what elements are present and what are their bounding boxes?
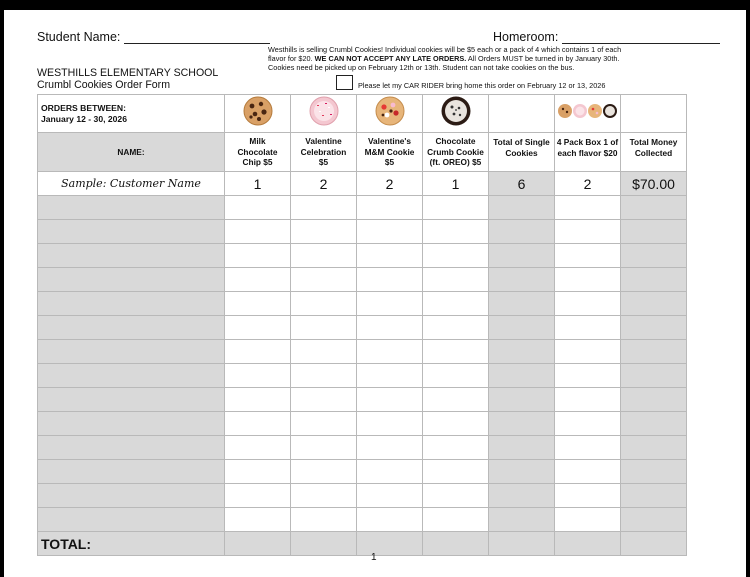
order-cell[interactable] (357, 412, 423, 436)
order-row (38, 292, 687, 316)
notice-line-3: Cookies need be picked up on February 12th or 13th. Student can not take cookies on the bus. (268, 63, 575, 72)
order-cell[interactable] (621, 244, 687, 268)
order-cell[interactable] (555, 508, 621, 532)
customer-name-cell[interactable] (38, 460, 225, 484)
order-table (37, 94, 687, 556)
order-cell[interactable] (291, 484, 357, 508)
col-header-line: Valentine's (367, 136, 411, 147)
order-cell[interactable] (357, 292, 423, 316)
col-header-line: Crumb Cookie (427, 146, 484, 157)
empty-image-cell-5 (489, 95, 555, 133)
order-cell[interactable] (489, 244, 555, 268)
notice-line-2c: All Orders MUST be turned in by January 30th. (466, 54, 620, 63)
col-header-line: (ft. OREO) $5 (429, 157, 482, 168)
order-cell[interactable] (489, 292, 555, 316)
order-cell[interactable] (423, 388, 489, 412)
order-cell[interactable] (357, 220, 423, 244)
valentine-mm-cookie-icon (374, 95, 406, 127)
order-cell[interactable] (423, 196, 489, 220)
order-cell[interactable] (489, 340, 555, 364)
col-header-line: Celebration (300, 146, 347, 157)
sample-value: 2 (291, 172, 357, 196)
col-header-four-pack (555, 133, 621, 172)
order-cell[interactable] (489, 220, 555, 244)
col-header-line: Chocolate (435, 136, 476, 147)
customer-name-cell[interactable] (38, 412, 225, 436)
col-header-line: M&M Cookie (364, 146, 415, 157)
chocolate-crumb-oreo-cookie-icon (440, 95, 472, 127)
order-cell[interactable] (291, 364, 357, 388)
homeroom-row (493, 30, 720, 44)
order-cell[interactable] (621, 460, 687, 484)
order-cell[interactable] (489, 388, 555, 412)
order-row (38, 340, 687, 364)
order-cell[interactable] (357, 316, 423, 340)
col-header-milk-chocolate-chip (225, 133, 291, 172)
order-cell[interactable] (225, 220, 291, 244)
form-title: Crumbl Cookies Order Form (37, 79, 171, 91)
order-cell[interactable] (357, 460, 423, 484)
order-cell[interactable] (225, 316, 291, 340)
sample-row (38, 172, 687, 196)
order-cell[interactable] (555, 316, 621, 340)
order-row (38, 316, 687, 340)
order-cell[interactable] (489, 508, 555, 532)
customer-name-cell[interactable] (38, 340, 225, 364)
col-header-line: Cookies (505, 147, 538, 158)
customer-name-cell[interactable] (38, 364, 225, 388)
order-cell[interactable] (225, 412, 291, 436)
order-cell[interactable] (291, 508, 357, 532)
order-cell[interactable] (489, 460, 555, 484)
order-cell[interactable] (291, 268, 357, 292)
customer-name-cell[interactable] (38, 196, 225, 220)
order-cell[interactable] (291, 244, 357, 268)
order-cell[interactable] (423, 436, 489, 460)
order-row (38, 244, 687, 268)
total-row (38, 532, 687, 556)
order-cell[interactable] (357, 244, 423, 268)
col-header-line: 4 Pack Box 1 of (556, 137, 619, 147)
col-header-total-money (621, 133, 687, 172)
order-cell[interactable] (489, 268, 555, 292)
student-name-label: Student Name: (37, 30, 121, 44)
order-cell[interactable] (489, 196, 555, 220)
order-cell[interactable] (621, 268, 687, 292)
order-cell[interactable] (291, 460, 357, 484)
order-cell[interactable] (621, 196, 687, 220)
total-cell[interactable] (357, 532, 423, 556)
order-cell[interactable] (555, 484, 621, 508)
order-cell[interactable] (423, 244, 489, 268)
order-cell[interactable] (555, 244, 621, 268)
order-cell[interactable] (225, 484, 291, 508)
order-cell[interactable] (621, 508, 687, 532)
order-cell[interactable] (555, 412, 621, 436)
order-row (38, 388, 687, 412)
col-header-line: Total of Single (493, 137, 550, 147)
order-cell[interactable] (621, 436, 687, 460)
school-info (37, 67, 218, 91)
order-cell[interactable] (225, 460, 291, 484)
sale-notice (268, 45, 640, 72)
total-label: TOTAL: (38, 532, 225, 556)
homeroom-label: Homeroom: (493, 30, 559, 44)
order-cell[interactable] (225, 268, 291, 292)
order-cell[interactable] (357, 364, 423, 388)
order-cell[interactable] (555, 460, 621, 484)
order-cell[interactable] (555, 196, 621, 220)
col-header-valentine-celebration (291, 133, 357, 172)
order-row (38, 412, 687, 436)
order-cell[interactable] (489, 412, 555, 436)
notice-line-2a: flavor for $20. (268, 54, 315, 63)
total-cell[interactable] (621, 532, 687, 556)
order-cell[interactable] (225, 292, 291, 316)
total-cell[interactable] (225, 532, 291, 556)
sample-value: 2 (555, 172, 621, 196)
order-cell[interactable] (423, 412, 489, 436)
student-name-field[interactable] (124, 43, 270, 44)
order-cell[interactable] (489, 484, 555, 508)
name-header: NAME: (38, 133, 225, 172)
order-row (38, 220, 687, 244)
order-cell[interactable] (225, 196, 291, 220)
order-cell[interactable] (291, 340, 357, 364)
order-row (38, 508, 687, 532)
order-cell[interactable] (225, 388, 291, 412)
col-header-chocolate-crumb (423, 133, 489, 172)
order-row (38, 196, 687, 220)
col-header-line: each flavor $20 (557, 147, 618, 158)
order-cell[interactable] (621, 220, 687, 244)
order-cell[interactable] (423, 340, 489, 364)
late-orders-warning: WE CAN NOT ACCEPT ANY LATE ORDERS. (314, 54, 467, 63)
order-cell[interactable] (357, 484, 423, 508)
cookie-image-cell-3 (357, 95, 423, 133)
total-cell[interactable] (291, 532, 357, 556)
order-cell[interactable] (291, 436, 357, 460)
order-row (38, 460, 687, 484)
order-cell[interactable] (291, 292, 357, 316)
order-cell[interactable] (423, 220, 489, 244)
order-cell[interactable] (621, 316, 687, 340)
cookie-image-cell-2 (291, 95, 357, 133)
order-cell[interactable] (621, 340, 687, 364)
order-cell[interactable] (357, 196, 423, 220)
order-cell[interactable] (423, 484, 489, 508)
order-row (38, 484, 687, 508)
empty-image-cell-7 (621, 95, 687, 133)
valentine-celebration-cookie-icon (308, 95, 340, 127)
customer-name-cell[interactable] (38, 244, 225, 268)
orders-between-label: ORDERS BETWEEN: (41, 102, 126, 113)
col-header-valentine-mm (357, 133, 423, 172)
order-cell[interactable] (225, 340, 291, 364)
notice-line-2 (268, 54, 640, 63)
order-cell[interactable] (555, 220, 621, 244)
order-cell[interactable] (225, 244, 291, 268)
order-cell[interactable] (225, 436, 291, 460)
order-cell[interactable] (225, 364, 291, 388)
customer-name-cell[interactable] (38, 292, 225, 316)
order-cell[interactable] (357, 436, 423, 460)
notice-line-1: Westhills is selling Crumbl Cookies! Individual cookies will be $5 each or a pack of 4 which contains 1 of each (268, 45, 622, 54)
order-cell[interactable] (291, 316, 357, 340)
order-cell[interactable] (555, 268, 621, 292)
order-cell[interactable] (621, 484, 687, 508)
order-cell[interactable] (489, 436, 555, 460)
order-cell[interactable] (423, 316, 489, 340)
sample-customer-name: Sample: Customer Name (38, 172, 225, 196)
cookie-image-cell-1 (225, 95, 291, 133)
customer-name-cell[interactable] (38, 388, 225, 412)
school-name: WESTHILLS ELEMENTARY SCHOOL (37, 67, 219, 79)
four-pack-cookies-icon (557, 103, 619, 119)
order-cell[interactable] (225, 508, 291, 532)
order-cell[interactable] (489, 316, 555, 340)
page-number: 1 (371, 552, 377, 563)
total-cell[interactable] (423, 532, 489, 556)
col-header-line: Total Money (629, 137, 678, 147)
customer-name-cell[interactable] (38, 508, 225, 532)
sample-value: 2 (357, 172, 423, 196)
sample-value: $70.00 (621, 172, 687, 196)
order-row (38, 268, 687, 292)
sample-value: 6 (489, 172, 555, 196)
col-header-line: $5 (384, 157, 395, 168)
order-cell[interactable] (357, 340, 423, 364)
car-rider-checkbox[interactable] (336, 75, 353, 90)
order-cell[interactable] (489, 364, 555, 388)
sample-value: 1 (423, 172, 489, 196)
col-header-line: Milk (249, 136, 266, 147)
order-cell[interactable] (357, 268, 423, 292)
order-cell[interactable] (621, 364, 687, 388)
order-cell[interactable] (291, 196, 357, 220)
col-header-total-single (489, 133, 555, 172)
order-cell[interactable] (555, 436, 621, 460)
cookie-image-cell-pack (555, 95, 621, 133)
customer-name-cell[interactable] (38, 268, 225, 292)
orders-between-dates: January 12 - 30, 2026 (41, 113, 127, 124)
col-header-line: Valentine (305, 136, 342, 147)
order-row (38, 364, 687, 388)
order-form-page (4, 10, 746, 577)
customer-name-cell[interactable] (38, 484, 225, 508)
order-cell[interactable] (555, 292, 621, 316)
order-cell[interactable] (621, 412, 687, 436)
customer-name-cell[interactable] (38, 436, 225, 460)
customer-name-cell[interactable] (38, 220, 225, 244)
col-header-line: $5 (318, 157, 329, 168)
car-rider-text: Please let my CAR RIDER bring home this order on February 12 or 13, 2026 (358, 81, 606, 90)
column-header-row (38, 133, 687, 172)
order-cell[interactable] (291, 220, 357, 244)
col-header-line: Chip $5 (242, 157, 273, 168)
order-cell[interactable] (423, 268, 489, 292)
order-cell[interactable] (423, 460, 489, 484)
order-cell[interactable] (555, 388, 621, 412)
homeroom-field[interactable] (562, 43, 720, 44)
student-name-row (37, 30, 270, 44)
order-cell[interactable] (357, 388, 423, 412)
order-cell[interactable] (423, 508, 489, 532)
col-header-line: Collected (634, 147, 673, 158)
cookie-image-cell-4 (423, 95, 489, 133)
total-cell[interactable] (489, 532, 555, 556)
sample-value: 1 (225, 172, 291, 196)
orders-between (38, 95, 225, 133)
order-cell[interactable] (555, 364, 621, 388)
milk-chocolate-chip-cookie-icon (242, 95, 274, 127)
col-header-line: Chocolate (237, 146, 278, 157)
cookie-image-row (38, 95, 687, 133)
order-cell[interactable] (291, 412, 357, 436)
order-cell[interactable] (423, 292, 489, 316)
order-cell[interactable] (621, 388, 687, 412)
total-cell[interactable] (555, 532, 621, 556)
order-cell[interactable] (555, 340, 621, 364)
order-cell[interactable] (621, 292, 687, 316)
order-cell[interactable] (291, 388, 357, 412)
order-cell[interactable] (357, 508, 423, 532)
customer-name-cell[interactable] (38, 316, 225, 340)
order-row (38, 436, 687, 460)
order-cell[interactable] (423, 364, 489, 388)
